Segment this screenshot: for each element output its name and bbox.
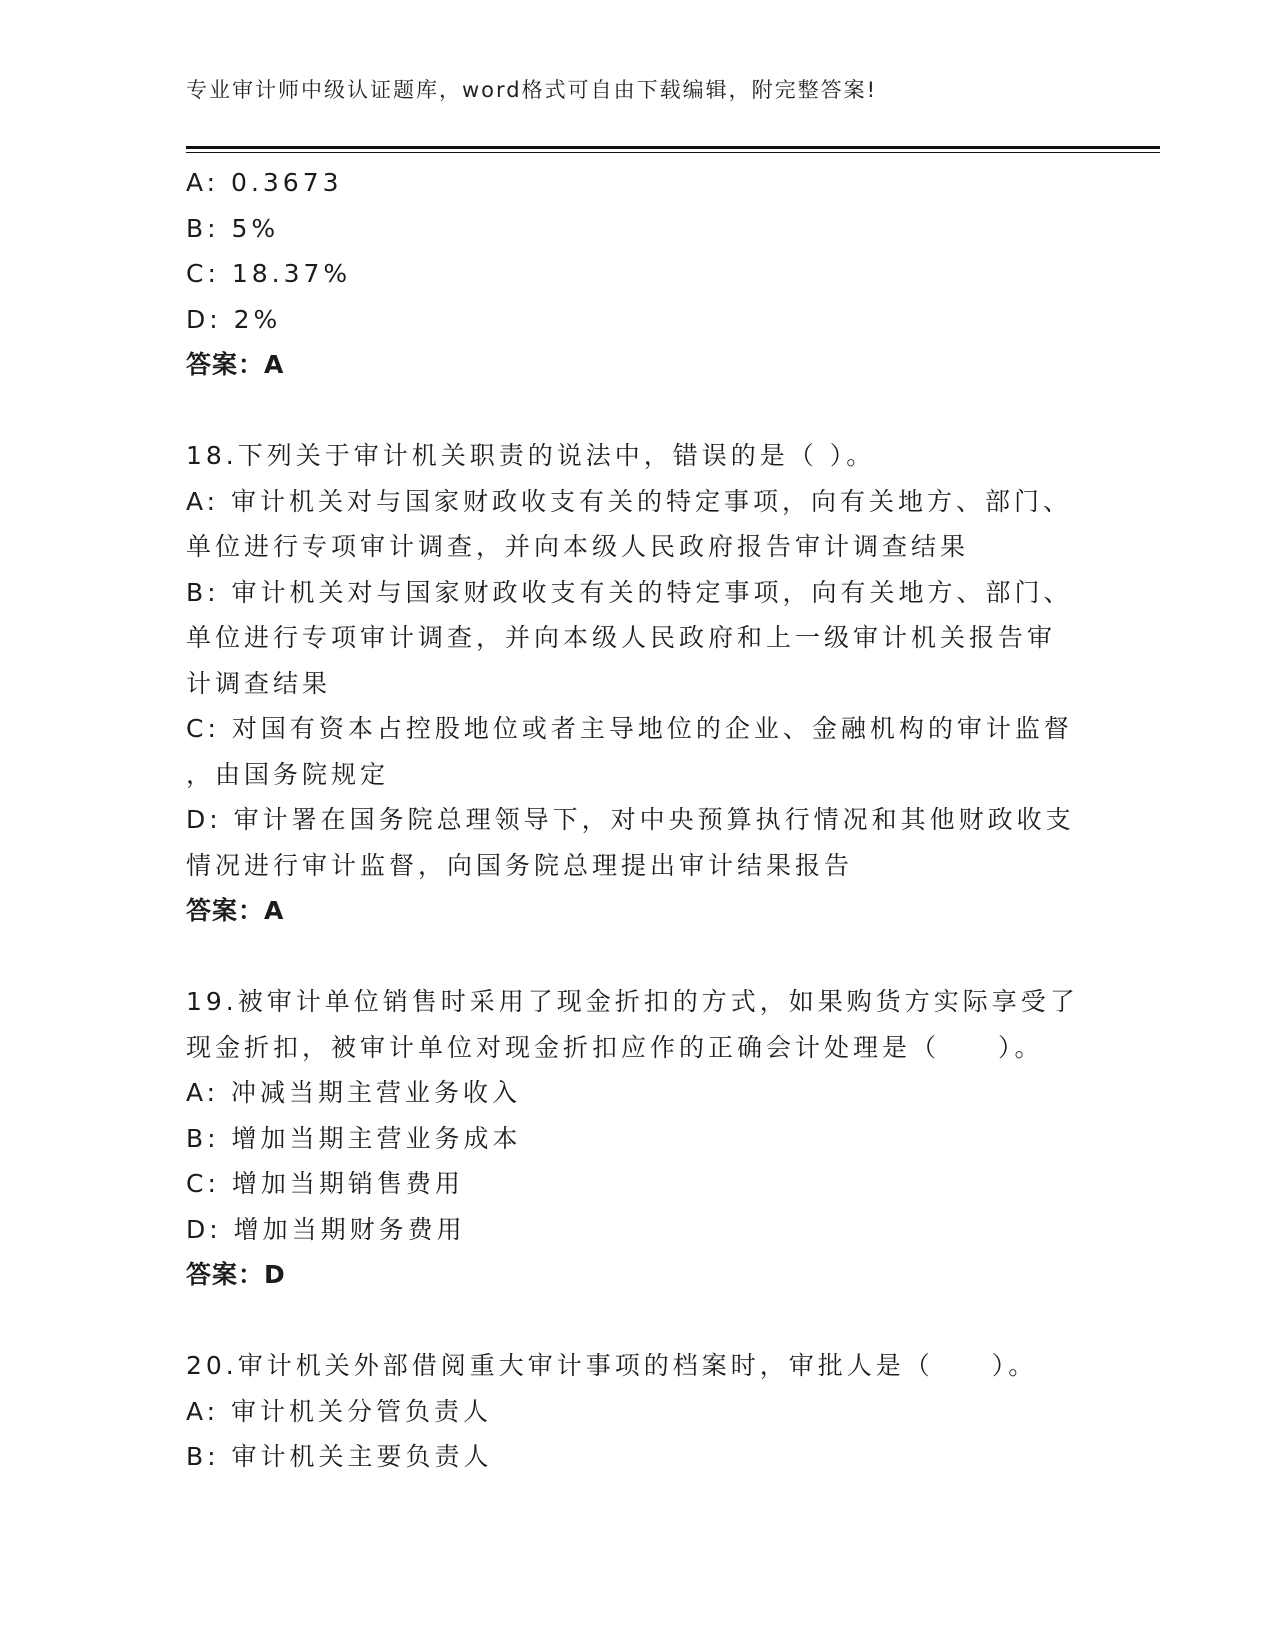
answer: 答案：A <box>186 350 285 379</box>
question-stem-line-2: 现金折扣，被审计单位对现金折扣应作的正确会计处理是（ ）。 <box>186 1032 1044 1062</box>
option-c-line-2: ，由国务院规定 <box>186 759 390 789</box>
option-b-line-1: B: 审计机关对与国家财政收支有关的特定事项，向有关地方、部门、 <box>186 577 1073 607</box>
answer: 答案：A <box>186 896 285 925</box>
option-b-line-3: 计调查结果 <box>186 668 332 698</box>
option-d-line-1: D: 审计署在国务院总理领导下，对中央预算执行情况和其他财政收支 <box>186 805 1075 834</box>
document-body <box>186 160 1086 1480</box>
option-c: C: 18.37% <box>186 259 352 288</box>
option-c: C: 增加当期销售费用 <box>186 1169 464 1198</box>
page-header: 专业审计师中级认证题库，word格式可自由下载编辑，附完整答案! <box>186 78 878 102</box>
option-c-line-1: C: 对国有资本占控股地位或者主导地位的企业、金融机构的审计监督 <box>186 714 1073 743</box>
option-d: D: 增加当期财务费用 <box>186 1214 466 1244</box>
option-b: B: 审计机关主要负责人 <box>186 1442 493 1471</box>
question-stem: 20.审计机关外部借阅重大审计事项的档案时，审批人是（ ）。 <box>186 1351 1038 1380</box>
header-rule-thick <box>186 146 1160 149</box>
option-a-line-2: 单位进行专项审计调查，并向本级人民政府报告审计调查结果 <box>186 532 970 561</box>
option-b-line-2: 单位进行专项审计调查，并向本级人民政府和上一级审计机关报告审 <box>186 623 1057 652</box>
option-a: A: 0.3673 <box>186 168 343 197</box>
option-b: B: 5% <box>186 213 280 243</box>
answer: 答案：D <box>186 1260 286 1289</box>
option-a: A: 审计机关分管负责人 <box>186 1396 493 1426</box>
question-19 <box>186 979 1086 1298</box>
question-stem-line-1: 19.被审计单位销售时采用了现金折扣的方式，如果购货方实际享受了 <box>186 987 1079 1016</box>
question-18 <box>186 433 1086 934</box>
option-a-line-1: A: 审计机关对与国家财政收支有关的特定事项，向有关地方、部门、 <box>186 486 1073 516</box>
option-b: B: 增加当期主营业务成本 <box>186 1123 522 1153</box>
option-d-line-2: 情况进行审计监督，向国务院总理提出审计结果报告 <box>186 850 854 880</box>
question-17-tail <box>186 160 1086 388</box>
option-d: D: 2% <box>186 304 282 334</box>
option-a: A: 冲减当期主营业务收入 <box>186 1078 522 1107</box>
question-20 <box>186 1343 1086 1480</box>
header-rule-thin <box>186 152 1160 153</box>
question-stem: 18.下列关于审计机关职责的说法中，错误的是（ ）。 <box>186 441 876 470</box>
